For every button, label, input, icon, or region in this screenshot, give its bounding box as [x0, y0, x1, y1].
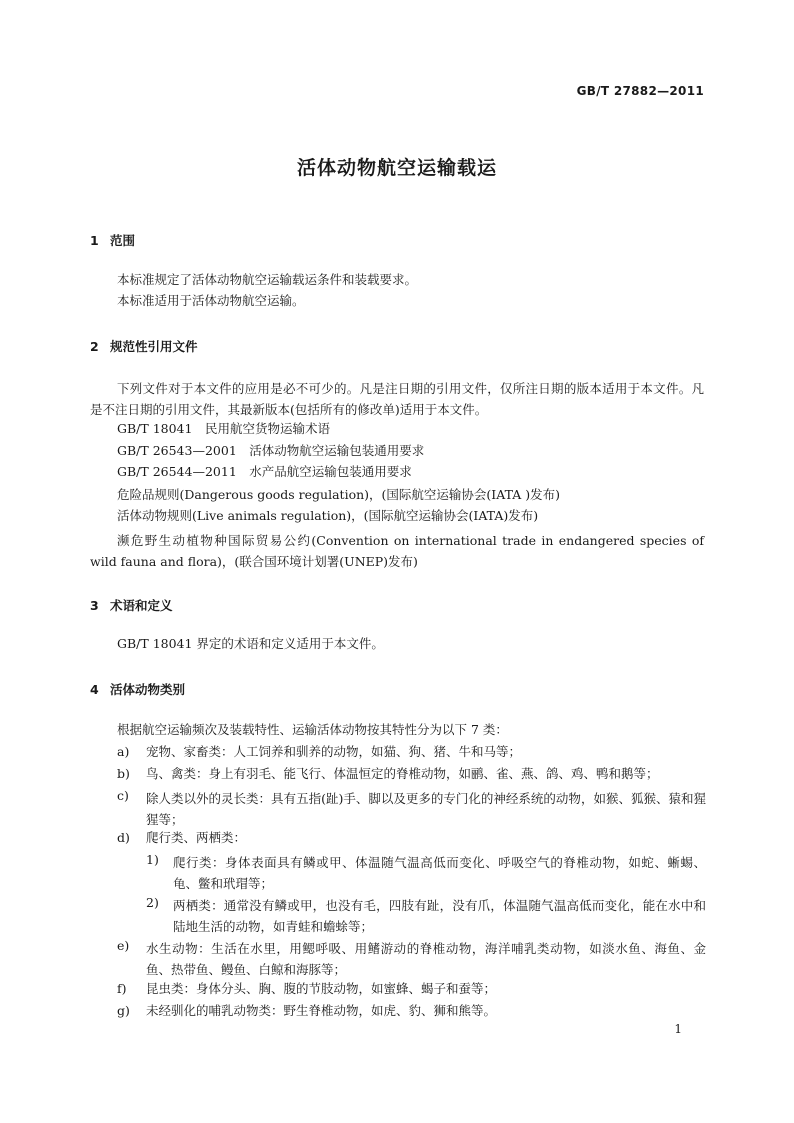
reference-item: GB/T 26544—2011 水产品航空运输包装通用要求	[117, 464, 412, 479]
reference-item: 活体动物规则(Live animals regulation)，(国际航空运输协会(IATA)发布)	[117, 508, 539, 523]
reference-item: 危险品规则(Dangerous goods regulation)，(国际航空运输协会(IATA )发布)	[117, 487, 560, 502]
list-item: 未经驯化的哺乳动物类：野生脊椎动物，如虎、豹、狮和熊等。	[146, 1003, 497, 1018]
list-label: a)	[117, 744, 130, 759]
section-number: 3	[90, 598, 99, 613]
document-title: 活体动物航空运输载运	[296, 157, 497, 179]
sublist-item: 两栖类：通常没有鳞或甲，也没有毛，四肢有趾，没有爪，体温随气温高低而变化，能在水中和陆地生活的动物，如青蛙和蟾蜍等；	[173, 898, 706, 934]
section-4-heading	[90, 680, 185, 698]
section-4-intro: 根据航空运输频次及装载特性、运输活体动物按其特性分为以下 7 类：	[117, 722, 508, 737]
list-label: c)	[117, 788, 129, 803]
sublist-label: 1)	[146, 852, 159, 867]
list-item: 宠物、家畜类：人工饲养和驯养的动物，如猫、狗、猪、牛和马等；	[146, 744, 522, 759]
section-1-paragraph-1: 本标准规定了活体动物航空运输载运条件和装载要求。	[117, 272, 418, 287]
list-label: f)	[117, 981, 127, 996]
reference-item: GB/T 18041 民用航空货物运输术语	[117, 421, 330, 436]
sublist-item: 爬行类：身体表面具有鳞或甲、体温随气温高低而变化、呼吸空气的脊椎动物，如蛇、蜥蜴、龟、鳖和玳瑁等；	[173, 855, 706, 891]
section-2-heading	[90, 337, 198, 355]
section-title: 活体动物类别	[110, 682, 186, 697]
page-number: 1	[674, 1022, 682, 1036]
sublist-label: 2)	[146, 895, 159, 910]
list-item: 除人类以外的灵长类：具有五指(趾)手、脚以及更多的专门化的神经系统的动物，如猴、狐猴、猿和猩猩等；	[146, 791, 706, 827]
section-title: 术语和定义	[110, 598, 173, 613]
list-item: 昆虫类：身体分头、胸、腹的节肢动物，如蜜蜂、蝎子和蚕等；	[146, 981, 497, 996]
section-title: 范围	[110, 233, 136, 248]
list-item: 鸟、禽类：身上有羽毛、能飞行、体温恒定的脊椎动物，如鹂、雀、燕、鸽、鸡、鸭和鹅等；	[146, 766, 659, 781]
list-item: 爬行类、两栖类：	[146, 830, 247, 845]
list-label: d)	[117, 830, 130, 845]
list-label: b)	[117, 766, 130, 781]
standard-number: GB/T 27882—2011	[576, 84, 704, 98]
section-number: 2	[90, 339, 99, 354]
section-number: 1	[90, 233, 99, 248]
section-title: 规范性引用文件	[110, 339, 198, 354]
reference-item: GB/T 26543—2001 活体动物航空运输包装通用要求	[117, 443, 425, 458]
list-label: e)	[117, 938, 130, 953]
section-3-heading	[90, 596, 173, 614]
section-number: 4	[90, 682, 99, 697]
section-1-paragraph-2: 本标准适用于活体动物航空运输。	[117, 293, 305, 308]
section-2-intro: 下列文件对于本文件的应用是必不可少的。凡是注日期的引用文件，仅所注日期的版本适用于本文件。凡是不注日期的引用文件，其最新版本(包括所有的修改单)适用于本文件。	[90, 381, 704, 417]
reference-item: 濒危野生动植物种国际贸易公约(Convention on international trade in endangered species of wild fauna and flora)，(联合国环境计划署(UNEP)发布)	[90, 533, 704, 569]
section-3-paragraph: GB/T 18041 界定的术语和定义适用于本文件。	[117, 636, 384, 651]
list-item: 水生动物：生活在水里，用鳃呼吸、用鳍游动的脊椎动物，海洋哺乳类动物，如淡水鱼、海鱼、金鱼、热带鱼、鳗鱼、白鲸和海豚等；	[146, 941, 706, 977]
list-label: g)	[117, 1003, 130, 1018]
section-1-heading	[90, 231, 135, 249]
